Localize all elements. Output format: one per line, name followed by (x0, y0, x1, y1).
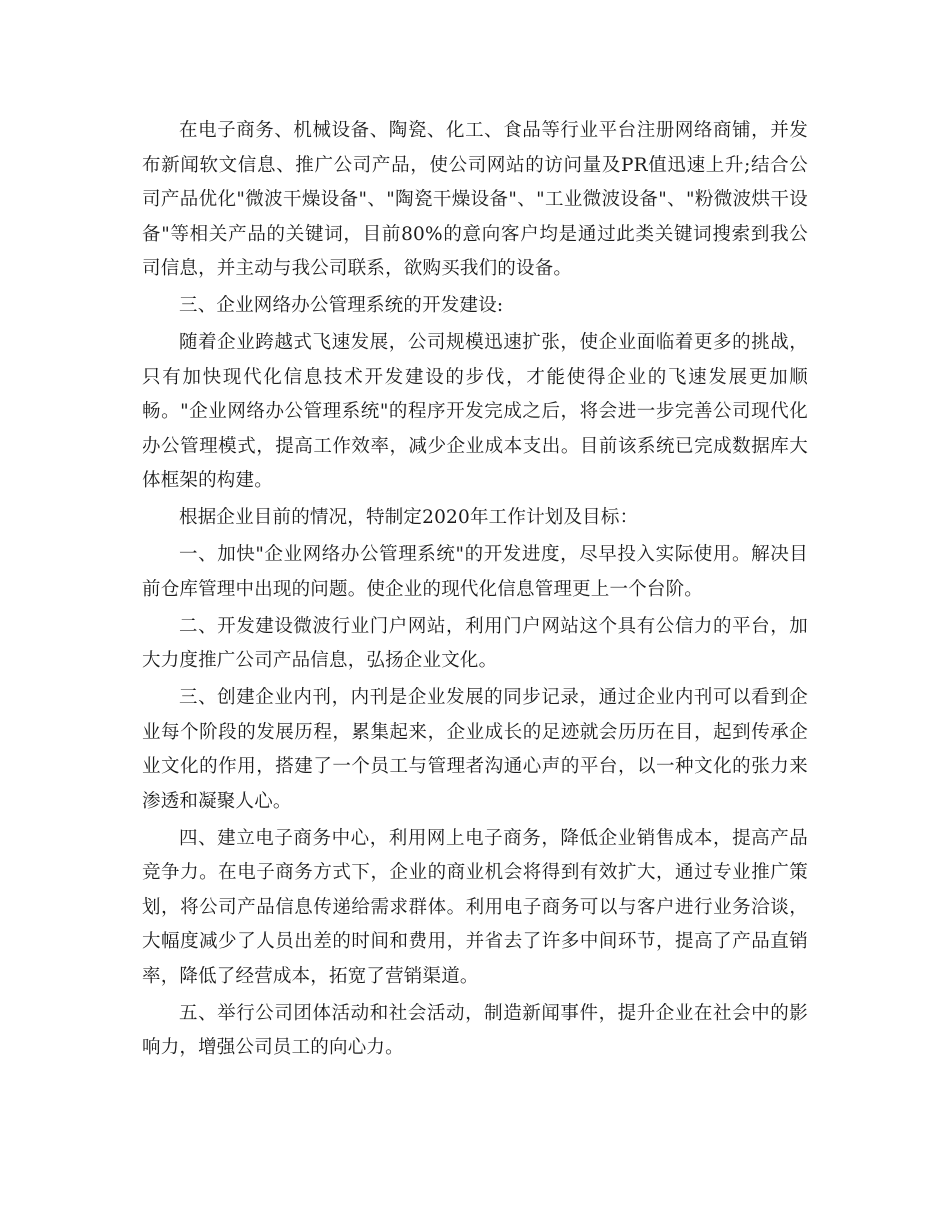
paragraph-plan-item-1: 一、加快"企业网络办公管理系统"的开发进度，尽早投入实际使用。解决目前仓库管理中出现的问题。使企业的现代化信息管理更上一个台阶。 (142, 544, 808, 600)
paragraph-seo-promotion: 在电子商务、机械设备、陶瓷、化工、食品等行业平台注册网络商铺，并发布新闻软文信息、推广公司产品，使公司网站的访问量及PR值迅速上升;结合公司产品优化"微波干燥设备"、"陶瓷干燥设备"、"工业微波设备"、"粉微波烘干设备"等相关产品的关键词，目前80%的意向客户均是通过此类关键词搜索到我公司信息，并主动与我公司联系，欲购买我们的设备。 (142, 120, 808, 279)
paragraph-plan-item-5: 五、举行公司团体活动和社会活动，制造新闻事件，提升企业在社会中的影响力，增强公司员工的向心力。 (142, 1002, 808, 1058)
document-body (142, 114, 808, 1068)
paragraph-plan-item-2: 二、开发建设微波行业门户网站，利用门户网站这个具有公信力的平台，加大力度推广公司产品信息，弘扬企业文化。 (142, 615, 808, 671)
paragraph-plan-item-4: 四、建立电子商务中心，利用网上电子商务，降低企业销售成本，提高产品竞争力。在电子商务方式下，企业的商业机会将得到有效扩大，通过专业推广策划，将公司产品信息传递给需求群体。利用电子商务可以与客户进行业务洽谈，大幅度减少了人员出差的时间和费用，并省去了许多中间环节，提高了产品直销率，降低了经营成本，拓宽了营销渠道。 (142, 827, 808, 987)
paragraph-office-system: 随着企业跨越式飞速发展，公司规模迅速扩张，使企业面临着更多的挑战，只有加快现代化信息技术开发建设的步伐，才能使得企业的飞速发展更加顺畅。"企业网络办公管理系统"的程序开发完成之后，将会进一步完善公司现代化办公管理模式，提高工作效率，减少企业成本支出。目前该系统已完成数据库大体框架的构建。 (142, 332, 808, 491)
heading-office-system: 三、企业网络办公管理系统的开发建设: (179, 295, 504, 316)
paragraph-plan-item-3: 三、创建企业内刊，内刊是企业发展的同步记录，通过企业内刊可以看到企业每个阶段的发展历程，累集起来，企业成长的足迹就会历历在目，起到传承企业文化的作用，搭建了一个员工与管理者沟通心声的平台，以一种文化的张力来渗透和凝聚人心。 (142, 687, 808, 812)
paragraph-plan-intro: 根据企业目前的情况，特制定2020年工作计划及目标： (179, 507, 639, 528)
